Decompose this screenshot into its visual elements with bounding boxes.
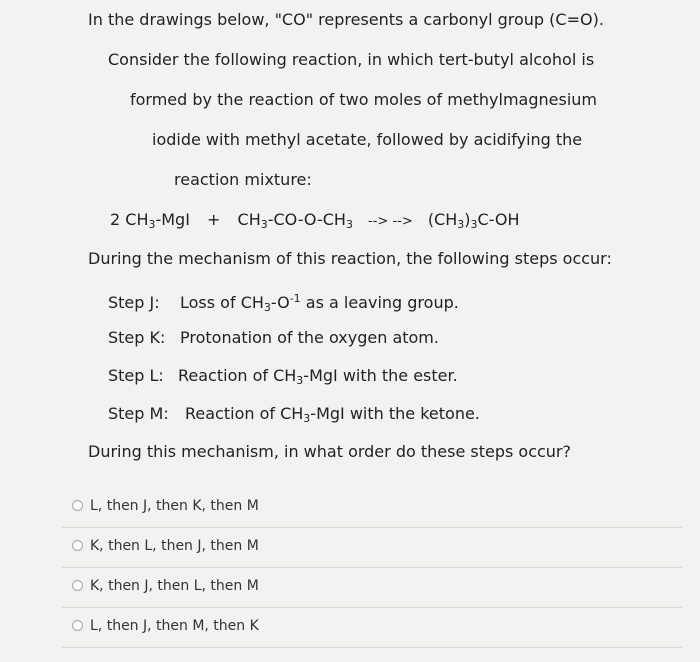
mechanism-intro: During the mechanism of this reaction, the following steps occur: bbox=[88, 249, 612, 268]
intro-line-1: In the drawings below, "CO" represents a carbonyl group (C=O). bbox=[88, 10, 604, 29]
step-k-label: Step K: bbox=[108, 328, 166, 347]
step-l-subscript: 3 bbox=[296, 374, 304, 387]
step-j-text-c: as a leaving group. bbox=[300, 293, 459, 312]
step-k bbox=[108, 328, 439, 348]
answer-option-label: K, then J, then L, then M bbox=[90, 578, 259, 594]
answer-option-4[interactable] bbox=[62, 608, 682, 648]
answer-option-label: K, then L, then J, then M bbox=[90, 538, 259, 554]
ester-subscript-2: 3 bbox=[345, 218, 353, 231]
product-a: (CH bbox=[427, 210, 458, 229]
step-m-label: Step M: bbox=[108, 404, 169, 423]
step-m-text-a: Reaction of CH bbox=[185, 404, 304, 423]
radio-button-icon[interactable] bbox=[72, 580, 83, 591]
step-l bbox=[108, 366, 458, 391]
radio-button-icon[interactable] bbox=[72, 540, 83, 551]
intro-line-4: iodide with methyl acetate, followed by acidifying the bbox=[152, 130, 583, 149]
plus-sign: + bbox=[207, 210, 221, 229]
product-c: C-OH bbox=[477, 210, 520, 229]
ester-subscript-1: 3 bbox=[260, 218, 268, 231]
answer-option-label: L, then J, then M, then K bbox=[90, 618, 259, 634]
product-subscript-2: 3 bbox=[470, 218, 478, 231]
step-l-label: Step L: bbox=[108, 366, 164, 385]
reagent-rest: -MgI bbox=[155, 210, 190, 229]
step-j-label: Step J: bbox=[108, 293, 160, 312]
ester-b: -CO-O-CH bbox=[267, 210, 346, 229]
product-b: ) bbox=[464, 210, 471, 229]
radio-button-icon[interactable] bbox=[72, 500, 83, 511]
step-m bbox=[108, 404, 480, 429]
ester-a: CH bbox=[237, 210, 261, 229]
reagent-subscript: 3 bbox=[148, 218, 156, 231]
answer-option-2[interactable] bbox=[62, 528, 682, 568]
reaction-equation bbox=[110, 210, 520, 235]
step-j-superscript: -1 bbox=[289, 292, 301, 305]
step-j-text-b: -O bbox=[270, 293, 290, 312]
answer-option-1[interactable] bbox=[62, 488, 682, 528]
answer-option-3[interactable] bbox=[62, 568, 682, 608]
radio-button-icon[interactable] bbox=[72, 620, 83, 631]
intro-line-3: formed by the reaction of two moles of methylmagnesium bbox=[130, 90, 597, 109]
intro-line-5: reaction mixture: bbox=[174, 170, 312, 189]
step-k-text: Protonation of the oxygen atom. bbox=[180, 328, 439, 347]
step-j-subscript: 3 bbox=[263, 301, 271, 314]
question-text: During this mechanism, in what order do these steps occur? bbox=[88, 442, 571, 461]
step-j-text-a: Loss of CH bbox=[180, 293, 264, 312]
step-l-text-b: -MgI with the ester. bbox=[303, 366, 458, 385]
reaction-arrows: --> --> bbox=[368, 214, 413, 229]
reagent-coef: 2 CH bbox=[110, 210, 149, 229]
answer-option-label: L, then J, then K, then M bbox=[90, 498, 259, 514]
step-m-subscript: 3 bbox=[303, 412, 311, 425]
step-j bbox=[108, 289, 459, 318]
step-l-text-a: Reaction of CH bbox=[178, 366, 297, 385]
product-subscript-1: 3 bbox=[457, 218, 465, 231]
step-m-text-b: -MgI with the ketone. bbox=[310, 404, 480, 423]
intro-line-2: Consider the following reaction, in which tert-butyl alcohol is bbox=[108, 50, 595, 69]
